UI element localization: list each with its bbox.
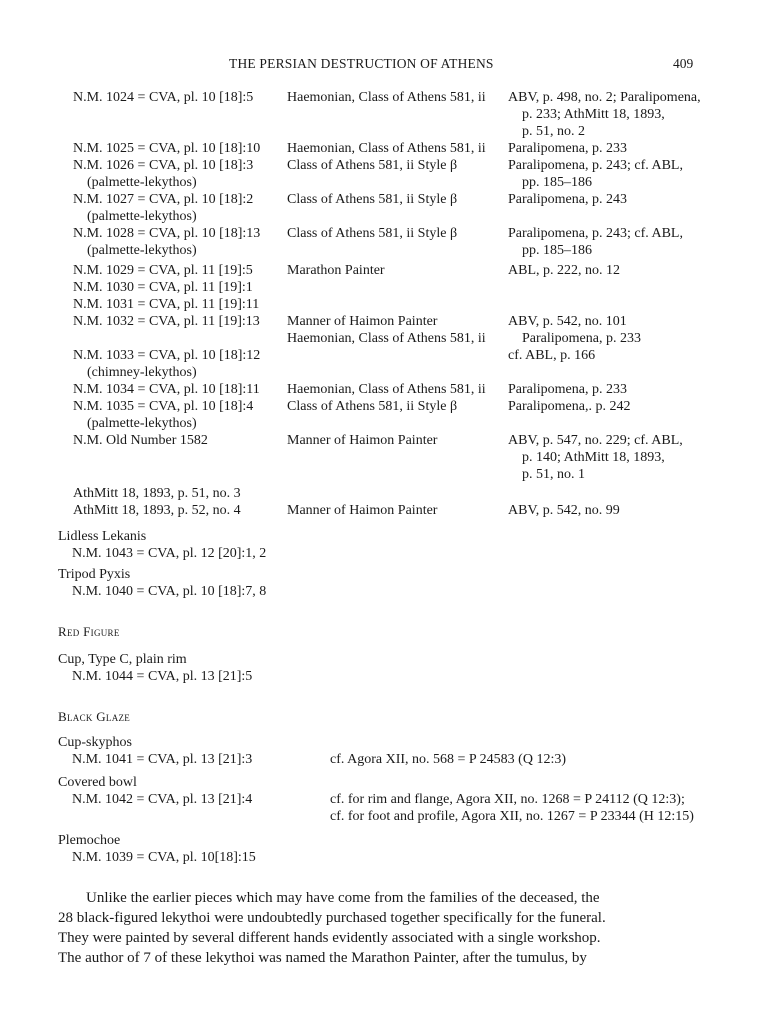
attribution-cell bbox=[287, 89, 507, 106]
cell-line: (palmette-lekythos) bbox=[87, 416, 197, 431]
catalog-line: N.M. 1043 = CVA, pl. 12 [20]:1, 2 bbox=[72, 546, 267, 561]
cell-line: Paralipomena, p. 233 bbox=[508, 141, 627, 156]
running-header: THE PERSIAN DESTRUCTION OF ATHENS bbox=[229, 56, 494, 71]
cell-line: Class of Athens 581, ii Style β bbox=[287, 226, 458, 241]
cell-line: N.M. 1025 = CVA, pl. 10 [18]:10 bbox=[73, 141, 261, 156]
cell-line: Manner of Haimon Painter bbox=[287, 314, 438, 329]
cell-line: Haemonian, Class of Athens 581, ii bbox=[287, 90, 486, 105]
cell-line: ABV, p. 542, no. 101 bbox=[508, 314, 627, 329]
inventory-cell bbox=[58, 774, 328, 808]
inventory-cell bbox=[73, 502, 288, 519]
paragraph-line: 28 black-figured lekythoi were undoubtedly purchased together specifically for the funeral. bbox=[58, 910, 606, 926]
cell-line: pp. 185–186 bbox=[522, 175, 592, 190]
cell-line: p. 140; AthMitt 18, 1893, bbox=[522, 450, 665, 465]
cell-line: Paralipomena,. p. 242 bbox=[508, 399, 631, 414]
inventory-cell bbox=[73, 279, 288, 296]
attribution-cell bbox=[287, 502, 507, 519]
inventory-cell bbox=[73, 191, 288, 225]
cell-line: Paralipomena, p. 243; cf. ABL, bbox=[508, 158, 683, 173]
cell-line: Manner of Haimon Painter bbox=[287, 433, 438, 448]
cell-line: N.M. 1024 = CVA, pl. 10 [18]:5 bbox=[73, 90, 254, 105]
attribution-cell bbox=[287, 262, 507, 279]
category-heading: Plemochoe bbox=[58, 833, 121, 848]
catalog-line: N.M. 1040 = CVA, pl. 10 [18]:7, 8 bbox=[72, 584, 267, 599]
bibliography-cell bbox=[508, 502, 708, 519]
comparanda-cell bbox=[330, 791, 730, 825]
attribution-cell bbox=[287, 381, 507, 398]
cell-line: Paralipomena, p. 243 bbox=[508, 192, 627, 207]
attribution-cell bbox=[287, 398, 507, 415]
cell-line: Marathon Painter bbox=[287, 263, 385, 278]
bibliography-cell bbox=[508, 347, 708, 364]
inventory-cell bbox=[73, 225, 288, 259]
inventory-cell bbox=[73, 398, 288, 432]
bibliography-cell bbox=[508, 89, 708, 140]
bibliography-cell bbox=[508, 225, 708, 259]
cell-line: Paralipomena, p. 233 bbox=[508, 382, 627, 397]
cell-line: (chimney-lekythos) bbox=[87, 365, 197, 380]
paragraph-line: Unlike the earlier pieces which may have come from the families of the deceased, the bbox=[86, 890, 600, 906]
body-paragraph bbox=[58, 888, 694, 968]
bibliography-cell bbox=[508, 262, 708, 279]
paragraph-line: They were painted by several different hands evidently associated with a single workshop. bbox=[58, 930, 601, 946]
inventory-cell bbox=[73, 262, 288, 279]
bibliography-cell bbox=[508, 432, 708, 483]
inventory-cell bbox=[73, 485, 288, 502]
comparanda-cell bbox=[330, 751, 730, 768]
catalog-line: N.M. 1042 = CVA, pl. 13 [21]:4 bbox=[72, 792, 253, 807]
cell-line: cf. ABL, p. 166 bbox=[508, 348, 596, 363]
cell-line: N.M. 1028 = CVA, pl. 10 [18]:13 bbox=[73, 226, 261, 241]
inventory-cell bbox=[73, 296, 288, 313]
cell-line: Haemonian, Class of Athens 581, ii bbox=[287, 141, 486, 156]
bibliography-cell bbox=[508, 398, 708, 415]
cell-line: (palmette-lekythos) bbox=[87, 243, 197, 258]
category-heading: Lidless Lekanis bbox=[58, 529, 147, 544]
cell-line: Haemonian, Class of Athens 581, ii bbox=[287, 331, 486, 346]
bibliography-cell bbox=[508, 313, 708, 347]
cell-line: p. 233; AthMitt 18, 1893, bbox=[522, 107, 665, 122]
inventory-cell bbox=[73, 432, 288, 449]
cell-line: Haemonian, Class of Athens 581, ii bbox=[287, 382, 486, 397]
cell-line: N.M. 1035 = CVA, pl. 10 [18]:4 bbox=[73, 399, 254, 414]
attribution-cell bbox=[287, 225, 507, 242]
cell-line: N.M. 1031 = CVA, pl. 11 [19]:11 bbox=[73, 297, 260, 312]
bibliography-cell bbox=[508, 381, 708, 398]
attribution-cell bbox=[287, 140, 507, 157]
catalog-line: N.M. 1044 = CVA, pl. 13 [21]:5 bbox=[72, 669, 253, 684]
cell-line: p. 51, no. 1 bbox=[522, 467, 585, 482]
catalog-line: N.M. 1041 = CVA, pl. 13 [21]:3 bbox=[72, 752, 253, 767]
inventory-cell bbox=[73, 313, 288, 330]
category-heading: Cup, Type C, plain rim bbox=[58, 652, 187, 667]
cell-line: N.M. 1026 = CVA, pl. 10 [18]:3 bbox=[73, 158, 254, 173]
cell-line: cf. for rim and flange, Agora XII, no. 1268 = P 24112 (Q 12:3); bbox=[330, 792, 685, 807]
cell-line: N.M. 1030 = CVA, pl. 11 [19]:1 bbox=[73, 280, 253, 295]
bibliography-cell bbox=[508, 157, 708, 191]
inventory-cell bbox=[73, 157, 288, 191]
bibliography-cell bbox=[508, 191, 708, 208]
bibliography-cell bbox=[508, 140, 708, 157]
cell-line: p. 51, no. 2 bbox=[522, 124, 585, 139]
attribution-cell bbox=[287, 313, 507, 347]
inventory-cell bbox=[73, 381, 288, 398]
cell-line: N.M. 1034 = CVA, pl. 10 [18]:11 bbox=[73, 382, 260, 397]
attribution-cell bbox=[287, 432, 507, 449]
cell-line: N.M. 1029 = CVA, pl. 11 [19]:5 bbox=[73, 263, 253, 278]
cell-line: N.M. Old Number 1582 bbox=[73, 433, 208, 448]
cell-line: (palmette-lekythos) bbox=[87, 209, 197, 224]
cell-line: AthMitt 18, 1893, p. 52, no. 4 bbox=[73, 503, 241, 518]
section-heading: Black Glaze bbox=[58, 709, 131, 724]
attribution-cell bbox=[287, 191, 507, 208]
inventory-cell bbox=[58, 832, 328, 866]
category-heading: Cup-skyphos bbox=[58, 735, 132, 750]
inventory-cell bbox=[73, 347, 288, 381]
cell-line: (palmette-lekythos) bbox=[87, 175, 197, 190]
cell-line: AthMitt 18, 1893, p. 51, no. 3 bbox=[73, 486, 241, 501]
cell-line: ABL, p. 222, no. 12 bbox=[508, 263, 620, 278]
cell-line: cf. for foot and profile, Agora XII, no. 1267 = P 23344 (H 12:15) bbox=[330, 809, 694, 824]
catalog-line: N.M. 1039 = CVA, pl. 10[18]:15 bbox=[72, 850, 256, 865]
inventory-cell bbox=[58, 734, 328, 768]
cell-line: Manner of Haimon Painter bbox=[287, 503, 438, 518]
cell-line: N.M. 1032 = CVA, pl. 11 [19]:13 bbox=[73, 314, 260, 329]
attribution-cell bbox=[287, 157, 507, 174]
cell-line: Class of Athens 581, ii Style β bbox=[287, 158, 458, 173]
category-heading: Tripod Pyxis bbox=[58, 567, 131, 582]
cell-line: pp. 185–186 bbox=[522, 243, 592, 258]
cell-line: Paralipomena, p. 243; cf. ABL, bbox=[508, 226, 683, 241]
cell-line: ABV, p. 498, no. 2; Paralipomena, bbox=[508, 90, 701, 105]
page-number: 409 bbox=[673, 56, 694, 71]
category-heading: Covered bowl bbox=[58, 775, 137, 790]
cell-line: ABV, p. 542, no. 99 bbox=[508, 503, 620, 518]
cell-line: cf. Agora XII, no. 568 = P 24583 (Q 12:3) bbox=[330, 752, 567, 767]
inventory-cell bbox=[73, 89, 288, 106]
cell-line: ABV, p. 547, no. 229; cf. ABL, bbox=[508, 433, 683, 448]
cell-line: Paralipomena, p. 233 bbox=[522, 331, 641, 346]
section-heading: Red Figure bbox=[58, 624, 120, 639]
paragraph-line: The author of 7 of these lekythoi was named the Marathon Painter, after the tumulus, by bbox=[58, 950, 587, 966]
cell-line: N.M. 1033 = CVA, pl. 10 [18]:12 bbox=[73, 348, 261, 363]
cell-line: Class of Athens 581, ii Style β bbox=[287, 192, 458, 207]
cell-line: N.M. 1027 = CVA, pl. 10 [18]:2 bbox=[73, 192, 254, 207]
cell-line: Class of Athens 581, ii Style β bbox=[287, 399, 458, 414]
inventory-cell bbox=[73, 140, 288, 157]
